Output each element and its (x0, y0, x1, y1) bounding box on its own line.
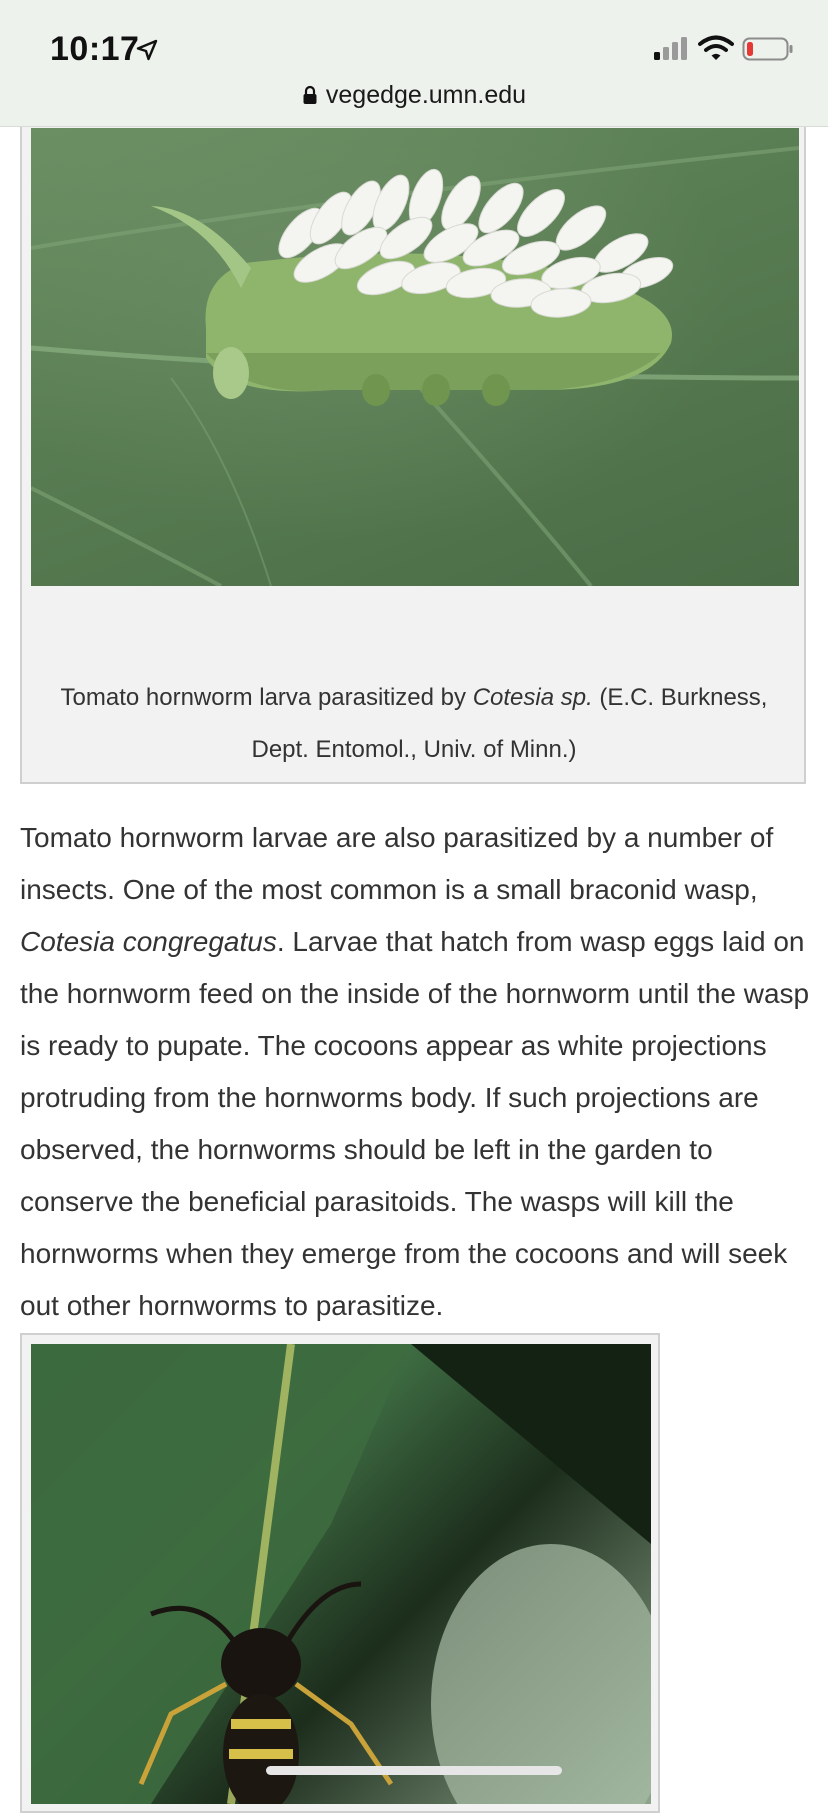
address-bar[interactable] (0, 78, 828, 112)
figure-hornworm (20, 100, 806, 784)
caption-species: Cotesia sp. (472, 684, 593, 711)
paragraph-text: Tomato hornworm larvae are also parasitized by a number of insects. One of the most common is a small braconid wasp, (20, 822, 774, 905)
hornworm-illustration (31, 128, 799, 586)
home-indicator[interactable] (266, 1766, 562, 1775)
paragraph-species: Cotesia congregatus (20, 926, 277, 957)
figure-wasp (20, 1333, 660, 1813)
lock-icon (302, 85, 318, 105)
cellular-signal-icon (652, 36, 690, 62)
battery-low-icon (742, 36, 794, 62)
figure-caption (34, 672, 794, 776)
caption-credit: (E.C. Burkness, Dept. Entomol., Univ. of Minn.) (251, 684, 768, 763)
hornworm-photo[interactable] (31, 128, 799, 586)
url-text: vegedge.umn.edu (325, 80, 527, 109)
caption-text: Tomato hornworm larva parasitized by (60, 684, 473, 711)
paragraph-text-cont: . Larvae that hatch from wasp eggs laid on the hornworm feed on the inside of the hornworm until the wasp is ready to pupate. The cocoons appear as white projections protruding from the hornworms body. If such projections are observed, the hornworms should be left in the garden to conserve the beneficial parasitoids. The wasps will kill the hornworms when they emerge from the cocoons and will seek out other hornworms to parasitize. (20, 926, 810, 1321)
location-arrow-icon (135, 38, 159, 62)
article-paragraph (20, 812, 810, 1332)
wasp-photo[interactable] (31, 1344, 651, 1804)
status-time: 10:17 (50, 30, 140, 68)
wifi-icon (698, 34, 734, 62)
wasp-illustration (31, 1344, 651, 1804)
browser-top-bar (0, 0, 828, 127)
